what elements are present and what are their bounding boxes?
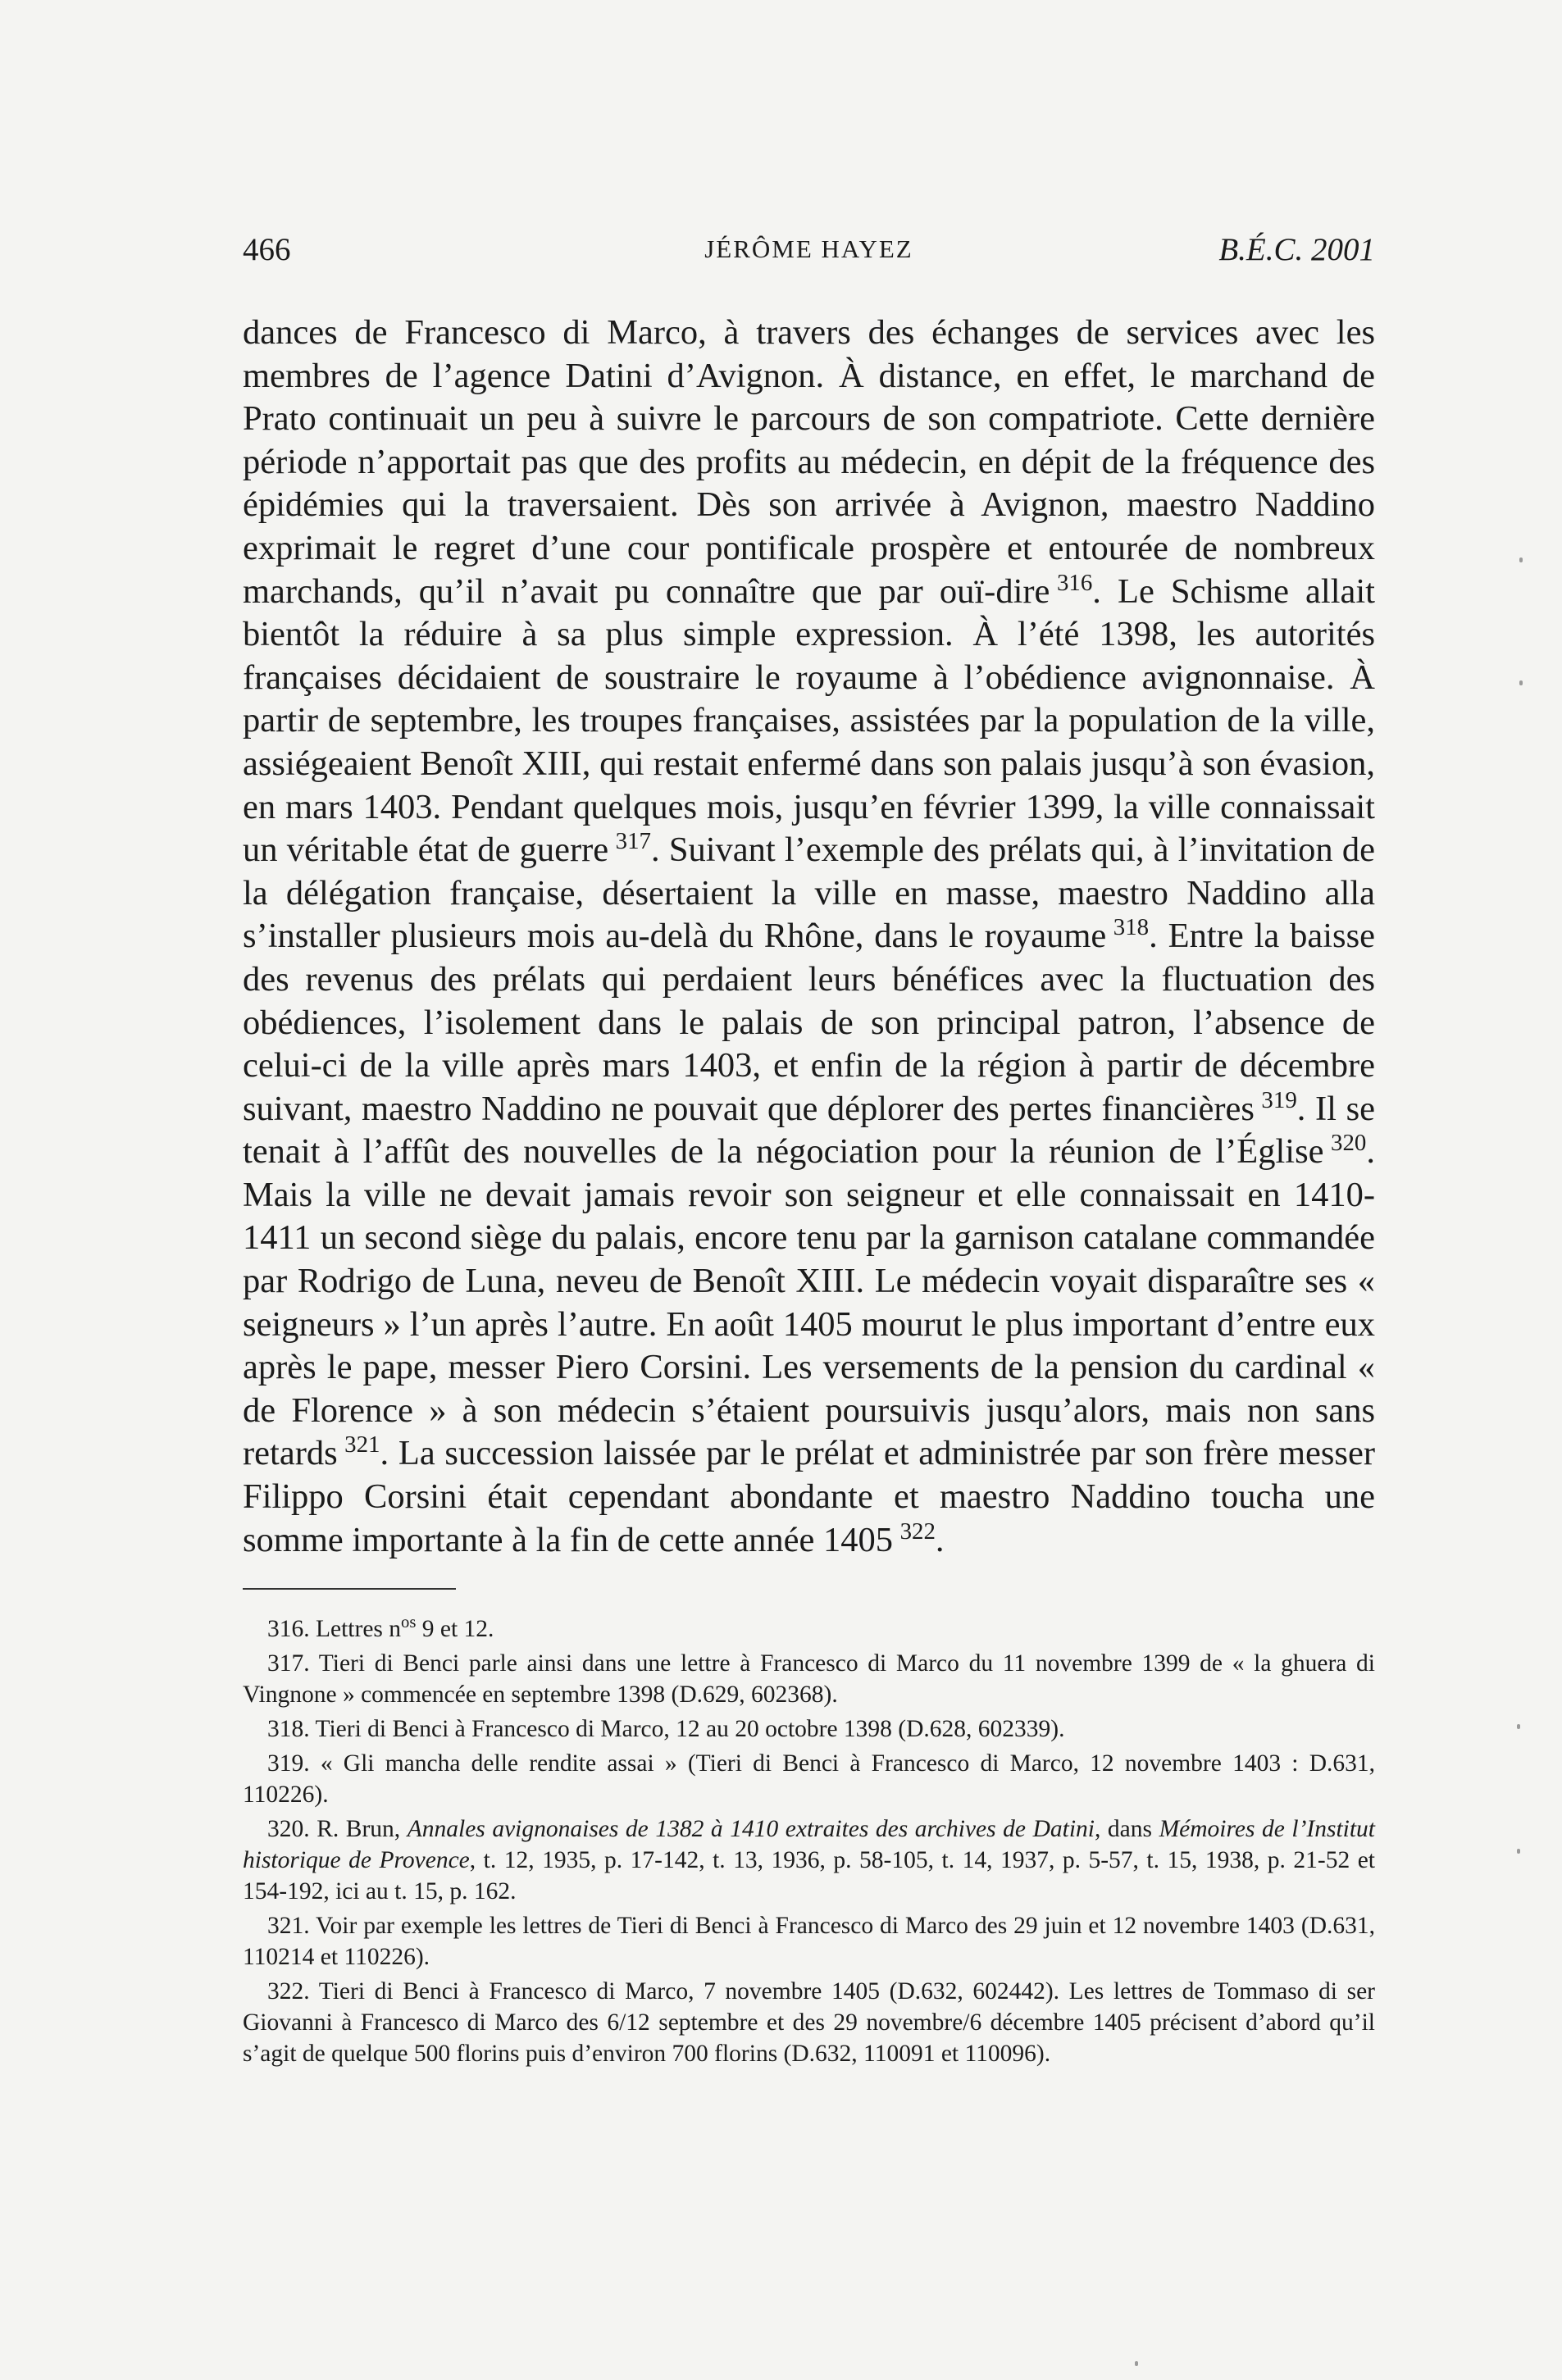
paper-speck bbox=[1517, 1724, 1520, 1729]
footnote-text: Tieri di Benci à Francesco di Marco, 12 au 20 octobre 1398 (D.628, 602339). bbox=[315, 1715, 1065, 1742]
footnote bbox=[243, 1976, 1375, 2069]
footnote-number: 322. bbox=[267, 1977, 310, 2005]
paper-speck bbox=[1135, 2361, 1138, 2366]
footnote-text: Tieri di Benci parle ainsi dans une lettre à Francesco di Marco du 11 novembre 1399 de « la ghuera di Vingnone » commencée en septembre 1398 (D.629, 602368). bbox=[243, 1650, 1375, 1708]
footnote bbox=[243, 1713, 1375, 1745]
text-segment: . La succession laissée par le prélat et administrée par son frère messer Filippo Corsini était cependant abondante et maestro Naddino toucha une somme importante à la fin de cette année 1405 bbox=[243, 1434, 1375, 1559]
footnote-number: 318. bbox=[267, 1715, 310, 1742]
running-head-author: JÉRÔME HAYEZ bbox=[704, 234, 913, 263]
footnote-text: , dans bbox=[1094, 1815, 1159, 1842]
footnotes bbox=[243, 1607, 1375, 2073]
main-text bbox=[243, 312, 1375, 1562]
text-segment: . Il se tenait à l’affût des nouvelles de la négociation pour la réunion de l’Église bbox=[243, 1089, 1375, 1172]
footnote-ref[interactable]: 322 bbox=[899, 1518, 936, 1545]
footnote-ref[interactable]: 317 bbox=[615, 828, 651, 855]
paper-speck bbox=[1519, 557, 1523, 562]
text-segment: . Entre la baisse des revenus des prélats qui perdaient leurs bénéfices avec la fluctuation des obédiences, l’isolement dans le palais de son principal patron, l’absence de celui-ci de la ville après mars 1403, et enfin de la région à partir de décembre suivant, maestro Naddino ne pouvait que déplorer des pertes financières bbox=[243, 917, 1376, 1128]
paper-speck bbox=[1519, 680, 1523, 685]
paper-speck bbox=[1517, 1849, 1520, 1854]
running-header bbox=[243, 231, 1375, 280]
footnote-text: Lettres n bbox=[316, 1615, 402, 1642]
footnote-text: R. Brun, bbox=[316, 1815, 408, 1842]
footnote-text: Tieri di Benci à Francesco di Marco, 7 novembre 1405 (D.632, 602442). Les lettres de Tommaso di ser Giovanni à Francesco di Marco des 6/12 septembre et des 29 novembre/6 décembre 1405 précisent d’abord qu’il s’agit de quelque 500 florins puis d’environ 700 florins (D.632, 110091 et 110096). bbox=[243, 1977, 1376, 2067]
footnote bbox=[243, 1910, 1375, 1973]
footnote-text: , t. 12, 1935, p. 17-142, t. 13, 1936, p. 58-105, t. 14, 1937, p. 5-57, t. 15, 1938, p. 21-52 et 154-192, ici au t. 15, p. 162. bbox=[243, 1846, 1375, 1904]
text-segment: . bbox=[935, 1520, 945, 1559]
footnote-ref[interactable]: 321 bbox=[344, 1431, 380, 1458]
citation-title: Mémoires de l’Institut historique de Provence bbox=[243, 1815, 1376, 1873]
journal-label: B.É.C. 2001 bbox=[1218, 232, 1375, 267]
text-segment: . Le Schisme allait bientôt la réduire à sa plus simple expression. À l’été 1398, les autorités françaises décidaient de soustraire le royaume à l’obédience avignonnaise. À partir de septembre, les troupes françaises, assistées par la population de la ville, assiégeaient Benoît XIII, qui restait enfermé dans son palais jusqu’à son évasion, en mars 1403. Pendant quelques mois, jusqu’en février 1399, la ville connaissait un véritable état de guerre bbox=[243, 571, 1375, 870]
footnote-ref[interactable]: 320 bbox=[1331, 1130, 1367, 1157]
footnote bbox=[243, 1648, 1375, 1710]
footnote-ref[interactable]: 319 bbox=[1261, 1086, 1297, 1113]
footnote-number: 321. bbox=[267, 1912, 310, 1939]
footnote-text: Voir par exemple les lettres de Tieri di Benci à Francesco di Marco des 29 juin et 12 novembre 1403 (D.631, 110214 et 110226). bbox=[243, 1912, 1375, 1970]
footnote-ref[interactable]: 318 bbox=[1113, 914, 1150, 941]
citation-title: Annales avignonaises de 1382 à 1410 extraites des archives de Datini bbox=[407, 1815, 1095, 1842]
text-segment: . Mais la ville ne devait jamais revoir son seigneur et elle connaissait en 1410-1411 un second siège du palais, encore tenu par la garnison catalane commandée par Rodrigo de Luna, neveu de Benoît XIII. Le médecin voyait disparaître ses « seigneurs » l’un après l’autre. En août 1405 mourut le plus important d’entre eux après le pape, messer Piero Corsini. Les versements de la pension du cardinal « de Florence » à son médecin s’étaient poursuivis jusqu’alors, mais non sans retards bbox=[243, 1132, 1375, 1473]
footnote bbox=[243, 1607, 1375, 1645]
paragraph bbox=[243, 312, 1375, 1562]
footnote-text: 9 et 12. bbox=[416, 1615, 494, 1642]
footnote bbox=[243, 1748, 1375, 1810]
footnote bbox=[243, 1813, 1375, 1907]
footnote-number: 317. bbox=[267, 1650, 310, 1677]
running-head-journal bbox=[1218, 231, 1375, 268]
text-segment: . Suivant l’exemple des prélats qui, à l’invitation de la délégation française, désertaient la ville en masse, maestro Naddino alla s’installer plusieurs mois au-delà du Rhône, dans le royaume bbox=[243, 830, 1375, 956]
footnote-superscript: os bbox=[401, 1613, 417, 1631]
footnote-ref[interactable]: 316 bbox=[1056, 569, 1093, 596]
footnote-text: « Gli mancha delle rendite assai » (Tieri di Benci à Francesco di Marco, 12 novembre 1403 : D.631, 110226). bbox=[243, 1750, 1375, 1808]
page-number: 466 bbox=[243, 232, 291, 267]
footnote-number: 319. bbox=[267, 1750, 310, 1777]
footnote-separator bbox=[243, 1588, 456, 1590]
footnote-number: 320. bbox=[267, 1815, 310, 1842]
text-segment: dances de Francesco di Marco, à travers des échanges de services avec les membres de l’agence Datini d’Avignon. À distance, en effet, le marchand de Prato continuait un peu à suivre le parcours de son compatriote. Cette dernière période n’apportait pas que des profits au médecin, en dépit de la fréquence des épidémies qui la traversaient. Dès son arrivée à Avignon, maestro Naddino exprimait le regret d’une cour pontificale prospère et entourée de nombreux marchands, qu’il n’avait pu connaître que par ouï-dire bbox=[243, 313, 1375, 611]
footnote-number: 316. bbox=[267, 1615, 310, 1642]
